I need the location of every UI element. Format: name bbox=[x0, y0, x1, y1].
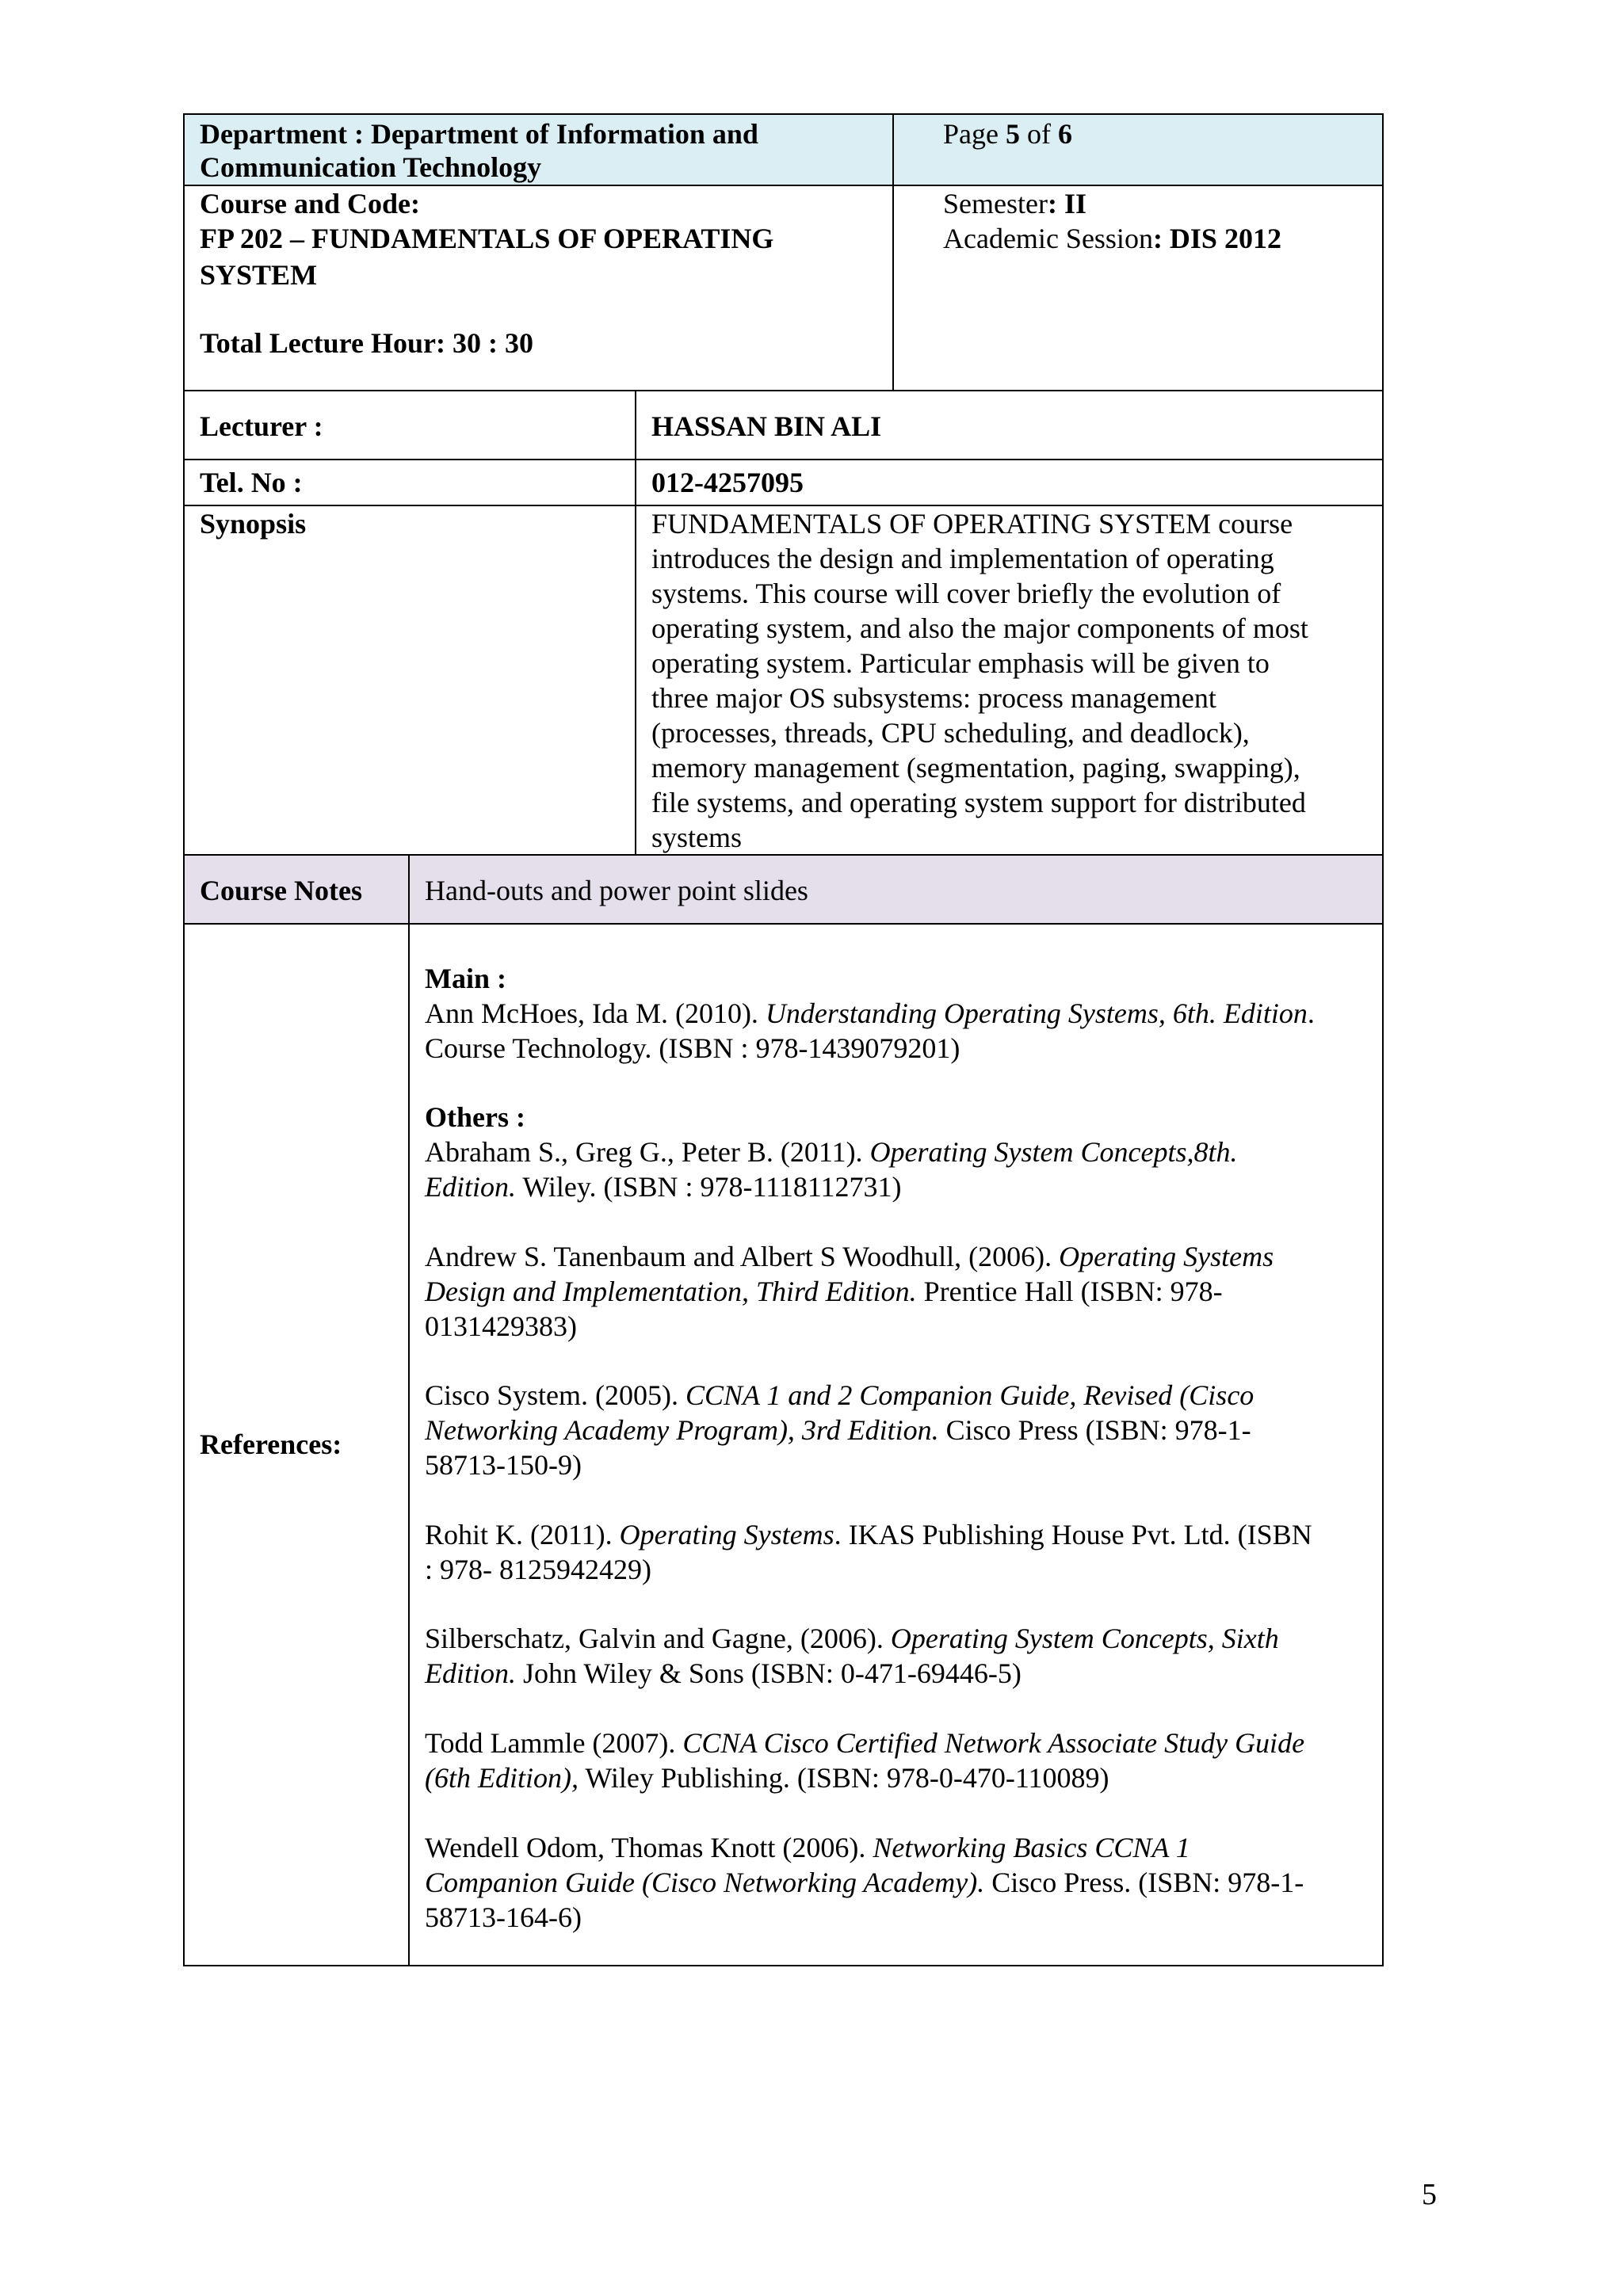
synopsis-line: operating system. Particular emphasis will be given to bbox=[651, 647, 1270, 679]
reference-line bbox=[425, 1656, 1022, 1691]
ref-title: Understanding Operating Systems, 6th. Edition bbox=[765, 997, 1308, 1029]
ref-title: Operating System Concepts,8th. bbox=[869, 1136, 1238, 1168]
reference-line: 58713-150-9) bbox=[425, 1449, 582, 1481]
ref-authors: Cisco System. (2005). bbox=[425, 1379, 685, 1411]
synopsis-value-cell bbox=[635, 505, 1384, 856]
ref-publisher: Wiley Publishing. (ISBN: 978-0-470-110089) bbox=[578, 1762, 1109, 1794]
reference-line bbox=[425, 1378, 1254, 1413]
ref-authors: Andrew S. Tanenbaum and Albert S Woodhull, (2006). bbox=[425, 1241, 1060, 1272]
lecturer-label: Lecturer : bbox=[200, 410, 323, 442]
session-label: Academic Session bbox=[943, 223, 1153, 254]
tel-label: Tel. No : bbox=[200, 467, 303, 498]
reference-line: : 978- 8125942429) bbox=[425, 1554, 651, 1585]
course-code-value-line2: SYSTEM bbox=[200, 259, 318, 291]
page-total: 6 bbox=[1057, 118, 1072, 150]
references-label: References: bbox=[200, 1428, 342, 1460]
semester-value: : II bbox=[1047, 188, 1086, 219]
ref-authors: Silberschatz, Galvin and Gagne, (2006). bbox=[425, 1623, 891, 1654]
synopsis-line: memory management (segmentation, paging, swapping), bbox=[651, 752, 1300, 784]
lecturer-value-cell bbox=[635, 390, 1384, 460]
course-code-value-line1: FP 202 – FUNDAMENTALS OF OPERATING bbox=[200, 223, 774, 254]
reference-line bbox=[425, 1274, 1223, 1309]
department-line2: Communication Technology bbox=[200, 151, 542, 183]
lecture-hour: Total Lecture Hour: 30 : 30 bbox=[200, 327, 533, 359]
synopsis-line: three major OS subsystems: process management bbox=[651, 682, 1216, 714]
reference-line: 0131429383) bbox=[425, 1310, 577, 1342]
ref-authors: Wendell Odom, Thomas Knott (2006). bbox=[425, 1832, 873, 1863]
department-cell bbox=[183, 113, 894, 186]
others-heading: Others : bbox=[425, 1101, 525, 1133]
ref-title: Design and Implementation, Third Edition. bbox=[425, 1276, 917, 1307]
ref-title: Edition. bbox=[425, 1171, 516, 1203]
ref-title: Operating System Concepts, Sixth bbox=[890, 1623, 1279, 1654]
page-current: 5 bbox=[1005, 118, 1020, 150]
ref-title: Operating Systems bbox=[619, 1519, 834, 1550]
synopsis-line: file systems, and operating system support for distributed bbox=[651, 787, 1306, 818]
reference-line bbox=[425, 1621, 1279, 1656]
course-cell bbox=[183, 185, 894, 391]
reference-line: 58713-164-6) bbox=[425, 1901, 582, 1933]
references-value-cell bbox=[408, 923, 1384, 1966]
ref-punct: . bbox=[1307, 997, 1315, 1029]
synopsis-line: systems bbox=[651, 822, 743, 853]
ref-publisher: Cisco Press (ISBN: 978-1- bbox=[938, 1414, 1251, 1446]
lecturer-label-cell bbox=[183, 390, 636, 460]
reference-line bbox=[425, 1169, 902, 1204]
page-number: 5 bbox=[1422, 2178, 1437, 2211]
ref-authors: Rohit K. (2011). bbox=[425, 1519, 620, 1550]
course-notes-label: Course Notes bbox=[200, 875, 362, 906]
course-notes-value: Hand-outs and power point slides bbox=[425, 875, 808, 906]
main-heading: Main : bbox=[425, 963, 506, 994]
info-table bbox=[183, 390, 1384, 856]
ref-publisher: Wiley. (ISBN : 978-1118112731) bbox=[516, 1171, 902, 1203]
tel-value: 012-4257095 bbox=[651, 467, 804, 498]
synopsis-line: introduces the design and implementation of operating bbox=[651, 543, 1274, 574]
reference-line bbox=[425, 1413, 1251, 1447]
synopsis-line: (processes, threads, CPU scheduling, and deadlock), bbox=[651, 717, 1250, 749]
lecturer-value: HASSAN BIN ALI bbox=[651, 410, 882, 442]
reference-line bbox=[425, 1865, 1304, 1900]
tel-value-cell bbox=[635, 459, 1384, 506]
references-label-cell bbox=[183, 923, 410, 1966]
semester-cell bbox=[892, 185, 1384, 391]
department-label: Department : bbox=[200, 118, 364, 150]
course-code-label: Course and Code: bbox=[200, 188, 421, 219]
synopsis-line: FUNDAMENTALS OF OPERATING SYSTEM course bbox=[651, 508, 1293, 540]
page-info-cell bbox=[892, 113, 1384, 186]
reference-line bbox=[425, 1830, 1190, 1865]
semester-label: Semester bbox=[943, 188, 1048, 219]
synopsis-line: operating system, and also the major components of most bbox=[651, 612, 1308, 644]
ref-authors: Todd Lammle (2007). bbox=[425, 1727, 683, 1759]
department-line1 bbox=[200, 116, 758, 151]
tel-label-cell bbox=[183, 459, 636, 506]
ref-title: (6th Edition), bbox=[425, 1762, 579, 1794]
ref-title: Operating Systems bbox=[1059, 1241, 1274, 1272]
ref-title: Edition. bbox=[425, 1657, 516, 1689]
ref-publisher: . IKAS Publishing House Pvt. Ltd. (ISBN bbox=[834, 1519, 1312, 1550]
session-value: : DIS 2012 bbox=[1152, 223, 1281, 254]
department-value: Department of Information and bbox=[370, 118, 758, 150]
reference-line bbox=[425, 1726, 1304, 1760]
ref-title: CCNA 1 and 2 Companion Guide, Revised (Cisco bbox=[685, 1379, 1254, 1411]
ref-publisher: Cisco Press. (ISBN: 978-1- bbox=[984, 1867, 1304, 1898]
synopsis-line: systems. This course will cover briefly the evolution of bbox=[651, 578, 1281, 609]
page-of: of bbox=[1019, 118, 1058, 150]
synopsis-label-cell bbox=[183, 505, 636, 856]
ref-authors: Ann McHoes, Ida M. (2010). bbox=[425, 997, 766, 1029]
page-indicator bbox=[943, 116, 1072, 151]
header-table bbox=[183, 113, 1384, 391]
main-reference-line1 bbox=[425, 996, 1315, 1031]
ref-title: Companion Guide (Cisco Networking Academy). bbox=[425, 1867, 985, 1898]
course-notes-label-cell bbox=[183, 854, 410, 925]
reference-line bbox=[425, 1135, 1238, 1169]
ref-publisher: Prentice Hall (ISBN: 978- bbox=[916, 1276, 1223, 1307]
page-prefix: Page bbox=[943, 118, 1006, 150]
ref-authors: Abraham S., Greg G., Peter B. (2011). bbox=[425, 1136, 870, 1168]
ref-title: Networking Basics CCNA 1 bbox=[873, 1832, 1190, 1863]
course-notes-value-cell bbox=[408, 854, 1384, 925]
reference-line bbox=[425, 1517, 1312, 1552]
synopsis-label: Synopsis bbox=[200, 508, 307, 540]
reference-line bbox=[425, 1760, 1109, 1795]
session-line bbox=[943, 221, 1281, 256]
ref-publisher: John Wiley & Sons (ISBN: 0-471-69446-5) bbox=[516, 1657, 1022, 1689]
main-reference-line2: Course Technology. (ISBN : 978-1439079201) bbox=[425, 1032, 960, 1064]
semester-line bbox=[943, 186, 1086, 221]
ref-title: CCNA Cisco Certified Network Associate Study Guide bbox=[682, 1727, 1305, 1759]
ref-title: Networking Academy Program), 3rd Edition. bbox=[425, 1414, 939, 1446]
reference-line bbox=[425, 1239, 1274, 1274]
notes-table bbox=[183, 854, 1384, 1966]
